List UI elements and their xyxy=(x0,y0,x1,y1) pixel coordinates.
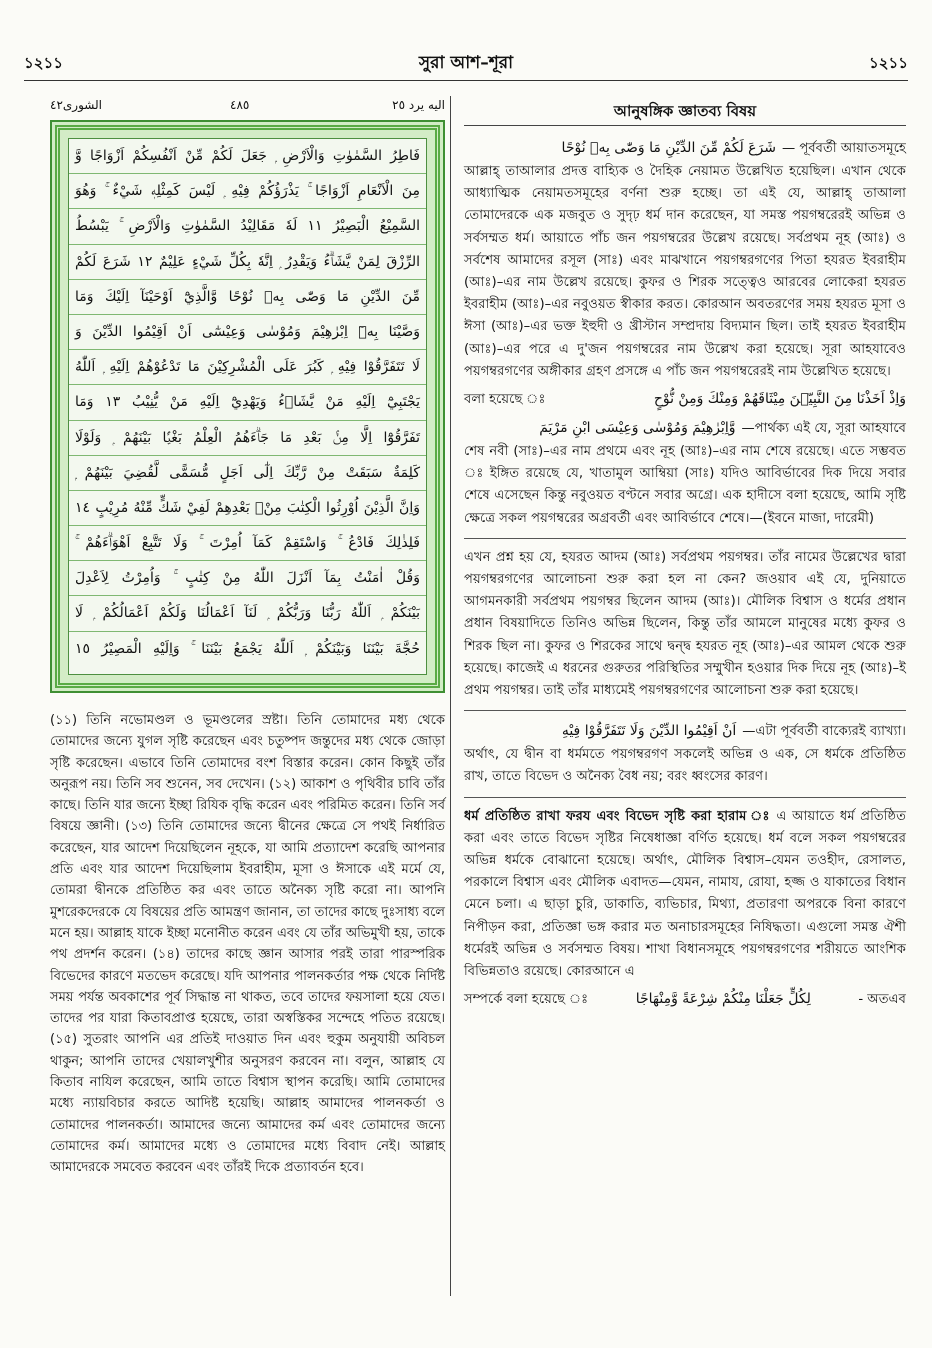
commentary-paragraph: অর্থাৎ, যে দ্বীন বা ধর্মমতে পয়গম্বরগণ সকলেই অভিন্ন ও এক, সে ধর্মকে প্রতিষ্ঠিত রাখ, তাতে বিভেদ ও অনৈক্য বৈধ নয়; বরং ধ্বংসের কারণ। xyxy=(464,747,906,785)
page-header xyxy=(24,48,908,78)
arabic-line: وَصَّيْنَا بِهٖٓ اِبْرٰهِيْمَ وَمُوْسٰى وَعِيْسٰٓى اَنْ اَقِيْمُوا الدِّيْنَ وَ xyxy=(69,315,426,350)
mushaf-surah-label: الشورى٤٢ xyxy=(50,98,102,112)
quote-tail: - অতএব xyxy=(858,992,906,1008)
arabic-line: كَلِمَةٌ سَبَقَتْ مِنْ رَّبِّكَ اِلٰٓى اَجَلٍ مُّسَمًّى لَّقُضِيَ بَيْنَهُمْ ۭ xyxy=(69,456,426,491)
arabic-quote: وَّاِبْرٰهِيْمَ وَمُوْسٰى وَعِيْسَى ابْنِ مَرْيَمَ xyxy=(539,420,736,437)
mushaf-page-number: ٤٨٥ xyxy=(230,98,250,112)
quote-tail: —পার্থক্য এই যে, সূরা আহযাবে xyxy=(741,421,906,437)
arabic-line: حُجَّةَ بَيْنَنَا وَبَيْنَكُمْ ۭ اَللّٰهُ يَجْمَعُ بَيْنَنَا ۚ وَاِلَيْهِ الْمَصِيْرُ ١٥ xyxy=(75,640,420,657)
paragraph-text: এ আয়াতে ধর্ম প্রতিষ্ঠিত করা এবং তাতে বিভেদ সৃষ্টির নিষেধাজ্ঞা বর্ণিত হয়েছে। ধর্ম বলে সকল পয়গম্বরের অভিন্ন ধর্মকে বোঝানো হয়েছে। অর্থাৎ, মৌলিক বিশ্বাস–যেমন তওহীদ, রেসালত, পরকালে বিশ্বাস এবং মৌলিক এবাদত—যেমন, নামায, রোযা, হজ্জ ও যাকাতের বিধান মেনে চলা। এ ছাড়া চুরি, ডাকাতি, ব্যভিচার, মিথ্যা, প্রতারণা অপরকে বিনা কারণে নিপীড়ন করা, প্রতিজ্ঞা ভঙ্গ করার মত অনাচারসমূহের নিষিদ্ধতা। এগুলো সমস্ত ঐশী ধর্মেরই অভিন্ন ও সর্বসম্মত বিষয়। শাখা বিধানসমূহে পয়গম্বরগণের শরীয়তে আংশিক বিভিন্নতাও রয়েছে। কোরআনে এ xyxy=(464,808,906,980)
commentary-paragraph: শেষ নবী (সাঃ)–এর নাম প্রথমে এবং নূহ (আঃ)–এর নাম শেষে রয়েছে। এতে সম্ভবত ঃ ইঙ্গিত রয়েছে যে, খাতামুল আম্বিয়া (সাঃ) যদিও আবির্ভাবের দিক দিয়ে সবার শেষে এসেছেন কিন্তু নবুওয়ত বণ্টনে সবার অগ্রে। এক হাদীসে বলা হয়েছে, আমি সৃষ্টি ক্ষেত্রে সকল পয়গম্বরের অগ্রবর্তী এবং আবির্ভাবে শেষে।—(ইবনে মাজা, দারেমী) xyxy=(464,444,906,526)
arabic-quote: وَاِذْ اَخَذْنَا مِنَ النَّبِيّٖنَ مِيْثَاقَهُمْ وَمِنْكَ وَمِنْ نُّوْحٍ xyxy=(653,391,906,408)
arabic-quote-row xyxy=(464,987,906,1012)
arabic-quote-row xyxy=(464,136,906,161)
mushaf-juz-label: اليه يرد ٢٥ xyxy=(392,98,445,112)
header-divider xyxy=(24,80,908,81)
arabic-line: السَّمِيْعُ الْبَصِيْرُ ١١ لَهٗ مَقَالِيْدُ السَّمٰوٰتِ وَالْاَرْضِ ۚ يَبْسُطُ xyxy=(69,209,426,244)
arabic-line: يَجْتَبِيْٓ اِلَيْهِ مَنْ يَّشَاۗءُ وَيَهْدِيْٓ اِلَيْهِ مَنْ يُّنِيْبُ ١٣ وَمَا xyxy=(69,385,426,420)
column-divider xyxy=(450,96,451,1296)
commentary-paragraph: এখন প্রশ্ন হয় যে, হযরত আদম (আঃ) সর্বপ্রথম পয়গম্বর। তাঁর নামের উল্লেখের দ্বারা পয়গম্বরগণের আলোচনা শুরু করা হল না কেন? জওয়াব এই যে, দুনিয়াতে আগমনকারী সর্বপ্রথম পয়গম্বর ছিলেন আদম (আঃ)। মৌলিক বিশ্বাস ও ধর্মের প্রধান প্রধান বিষয়াদিতে তিনিও অভিন্ন ছিলেন, কিন্তু তাঁর আমলে মানুষের মধ্যে কুফর ও শিরক ছিল না। কুফর ও শিরকের সাথে দ্বন্দ্ব হযরত নূহ (আঃ)–এর আমল থেকে শুরু হয়েছে। কাজেই এ ধরনের গুরুতর পরিস্থিতির সম্মুখীন হওয়ার দিক দিয়ে নূহ (আঃ)–ই প্রথম পয়গম্বর। তাই তাঁর মাধ্যমেই পয়গম্বরগণের আলোচনা শুরু করা হয়েছে। xyxy=(464,549,906,699)
arabic-quote-row xyxy=(464,719,906,744)
page-number-right: ১২১১ xyxy=(869,54,908,72)
arabic-line: وَاِنَّ الَّذِيْنَ اُوْرِثُوا الْكِتٰبَ مِنْۢ بَعْدِهِمْ لَفِيْ شَكٍّ مِّنْهُ مُرِيْبٍ ١٤ xyxy=(69,491,426,526)
arabic-line: فَلِذٰلِكَ فَادْعُ ۚ وَاسْتَقِمْ كَمَآ اُمِرْتَ ۚ وَلَا تَتَّبِعْ اَهْوَاۗءَهُمْ ۚ xyxy=(69,526,426,561)
commentary-paragraph xyxy=(464,806,906,984)
commentary-column xyxy=(464,96,906,1016)
block-divider xyxy=(464,710,906,711)
running-title: সুরা আশ–শূরা xyxy=(418,53,514,73)
commentary-paragraph: আল্লাহ্ তাআলার প্রদত্ত বাহ্যিক ও দৈহিক নেয়ামত উল্লেখিত হয়েছিল। এখান থেকে আধ্যাত্মিক নেয়ামতসমূহের বর্ণনা শুরু হচ্ছে। তা এই যে, আল্লাহ্ তাআলা তোমাদেরকে এক মজবুত ও সুদৃঢ় ধর্ম দান করেছেন, যা সমস্ত পয়গম্বরেরই অভিন্ন ও সর্বসম্মত ধর্ম। আয়াতে পাঁচ জন পয়গম্বরের উল্লেখ রয়েছে। সর্বপ্রথম নূহ (আঃ) ও সর্বশেষ আমাদের রসূল (সাঃ) এবং মাঝখানে পয়গম্বরগণের পিতা হযরত ইবরাহীম (আঃ)–এর নাম উল্লেখ রয়েছে। কুফর ও শিরক সত্ত্বেও আরবের লোকেরা হযরত ইবরাহীম (আঃ)–এর নবুওয়ত স্বীকার করত। কোরআন অবতরণের সময় হযরত মূসা ও ঈসা (আঃ)–এর ভক্ত ইহুদী ও খ্রীস্টান সম্প্রদায় বিদ্যমান ছিল। তাই হযরত ইবরাহীম (আঃ)–এর পরে এ দু'জন পয়গম্বরের নাম উল্লেখ করা হয়েছে। সূরা আহযাবেও পয়গম্বরগণের অঙ্গীকার গ্রহণ প্রসঙ্গে এ পাঁচ জন পয়গম্বরেরই নাম উল্লেখিত হয়েছে। xyxy=(464,164,906,379)
arabic-quote: شَرَعَ لَكُمْ مِّنَ الدِّيْنِ مَا وَصّٰى بِهٖ نُوْحًا xyxy=(561,140,776,156)
section-heading: আনুষঙ্গিক জ্ঞাতব্য বিষয় xyxy=(464,96,906,126)
arabic-line: مِنَ الْاَنْعَامِ اَزْوَاجًا ۚ يَذْرَؤُكُمْ فِيْهِ ۭ لَيْسَ كَمِثْلِهٖ شَيْءٌ ۚ وَهُوَ xyxy=(69,174,426,209)
quote-lead: সম্পর্কে বলা হয়েছে ঃ xyxy=(464,992,589,1008)
arabic-quote: اَنْ اَقِيْمُوا الدِّيْنَ وَلَا تَتَفَرَّقُوْا فِيْهِ xyxy=(561,723,737,740)
block-divider xyxy=(464,538,906,539)
arabic-quote: لِكُلٍّ جَعَلْنَا مِنْكُمْ شِرْعَةً وَّمِنْهَاجًا xyxy=(635,991,811,1008)
arabic-line: تَفَرَّقُوْٓا اِلَّا مِنْۢ بَعْدِ مَا جَاۗءَهُمُ الْعِلْمُ بَغْيًۢا بَيْنَهُمْ ۭ وَلَوْلَا xyxy=(69,421,426,456)
page-number-left: ১২১১ xyxy=(24,54,63,72)
arabic-quote-row xyxy=(464,416,906,441)
mushaf-frame xyxy=(50,120,445,693)
arabic-line: وَقُلْ اٰمَنْتُ بِمَآ اَنْزَلَ اللّٰهُ مِنْ كِتٰبٍ ۚ وَاُمِرْتُ لِاَعْدِلَ xyxy=(69,561,426,596)
arabic-line: فَاطِرُ السَّمٰوٰتِ وَالْاَرْضِ ۭ جَعَلَ لَكُمْ مِّنْ اَنْفُسِكُمْ اَزْوَاجًا وَّ xyxy=(69,139,426,174)
arabic-quote-row xyxy=(464,387,906,412)
block-divider xyxy=(464,797,906,798)
arabic-line: لَا تَتَفَرَّقُوْا فِيْهِ ۭ كَبُرَ عَلَى الْمُشْرِكِيْنَ مَا تَدْعُوْهُمْ اِلَيْهِ ۭ اَللّٰهُ xyxy=(69,350,426,385)
subheading: ধর্ম প্রতিষ্ঠিত রাখা ফরয এবং বিভেদ সৃষ্টি করা হারাম ঃ xyxy=(464,808,771,824)
arabic-line: الرِّزْقَ لِمَنْ يَّشَاۗءُ وَيَقْدِرُ ۭ اِنَّهٗ بِكُلِّ شَيْءٍ عَلِيْمٌ ١٢ شَرَعَ لَكُمْ xyxy=(69,245,426,280)
arabic-line: بَيْنَكُمْ ۭ اَللّٰهُ رَبُّنَا وَرَبُّكُمْ ۭ لَنَآ اَعْمَالُنَا وَلَكُمْ اَعْمَالُكُمْ ۭ لَا xyxy=(69,596,426,631)
mushaf-header xyxy=(50,98,445,118)
bengali-translation: (১১) তিনি নভোমণ্ডল ও ভূমণ্ডলের স্রষ্টা। তিনি তোমাদের মধ্য থেকে তোমাদের জন্যে যুগল সৃষ্টি করেছেন এবং চতুষ্পদ জন্তুদের মধ্য থেকে জোড়া সৃষ্টি করেছেন। এভাবে তিনি তোমাদের বংশ বিস্তার করেন। কোন কিছুই তাঁর অনুরূপ নয়। তিনি সব শুনেন, সব দেখেন। (১২) আকাশ ও পৃথিবীর চাবি তাঁর কাছে। তিনি যার জন্যে ইচ্ছা রিযিক বৃদ্ধি করেন এবং পরিমিত করেন। তিনি সর্ব বিষয়ে জ্ঞানী। (১৩) তিনি তোমাদের জন্যে দ্বীনের ক্ষেত্রে সে পথই নির্ধারিত করেছেন, যার আদেশ দিয়েছিলেন নূহকে, যা আমি প্রত্যাদেশ করেছি আপনার প্রতি এবং যার আদেশ দিয়েছিলাম ইবরাহীম, মূসা ও ঈসাকে এই মর্মে যে, তোমরা দ্বীনকে প্রতিষ্ঠিত কর এবং তাতে অনৈক্য সৃষ্টি করো না। আপনি মুশরেকদেরকে যে বিষয়ের প্রতি আমন্ত্রণ জানান, তা তাদের কাছে দুঃসাধ্য বলে মনে হয়। আল্লাহ যাকে ইচ্ছা মনোনীত করেন এবং যে তাঁর অভিমুখী হয়, তাকে পথ প্রদর্শন করেন। (১৪) তাদের কাছে জ্ঞান আসার পরই তারা পারস্পরিক বিভেদের কারণে মতভেদ করেছে। যদি আপনার পালনকর্তার পক্ষ থেকে নির্দিষ্ট সময় পর্যন্ত অবকাশের পূর্ব সিদ্ধান্ত না থাকত, তবে তাদের ফয়সালা হয়ে যেত। তাদের পর যারা কিতাবপ্রাপ্ত হয়েছে, তারা অস্বস্তিকর সন্দেহে পতিত রয়েছে। (১৫) সুতরাং আপনি এর প্রতিই দাওয়াত দিন এবং হুকুম অনুযায়ী অবিচল থাকুন; আপনি তাদের খেয়ালখুশীর অনুসরণ করবেন না। বলুন, আল্লাহ যে কিতাব নাযিল করেছেন, আমি তাতে বিশ্বাস স্থাপন করেছি। আমি তোমাদের মধ্যে ন্যায়বিচার করতে আদিষ্ট হয়েছি। আল্লাহ আমাদের পালনকর্তা ও তোমাদের পালনকর্তা। আমাদের জন্যে আমাদের কর্ম এবং তোমাদের জন্যে তোমাদের কর্ম। আমাদের মধ্যে ও তোমাদের মধ্যে বিবাদ নেই। আল্লাহ আমাদেরকে সমবেত করবেন এবং তাঁরই দিকে প্রত্যাবর্তন হবে। xyxy=(50,713,445,1176)
quote-lead: বলা হয়েছে ঃ xyxy=(464,392,546,408)
arabic-text-block xyxy=(68,138,427,675)
quote-tail: —এটা পূর্ববর্তী বাক্যেরই ব্যাখ্যা। xyxy=(742,724,906,740)
quote-tail: — পূর্ববর্তী আয়াতসমূহে xyxy=(781,141,906,156)
arabic-line: مِّنَ الدِّيْنِ مَا وَصّٰى بِهٖ نُوْحًا وَّالَّذِيْٓ اَوْحَيْنَآ اِلَيْكَ وَمَا xyxy=(69,280,426,315)
